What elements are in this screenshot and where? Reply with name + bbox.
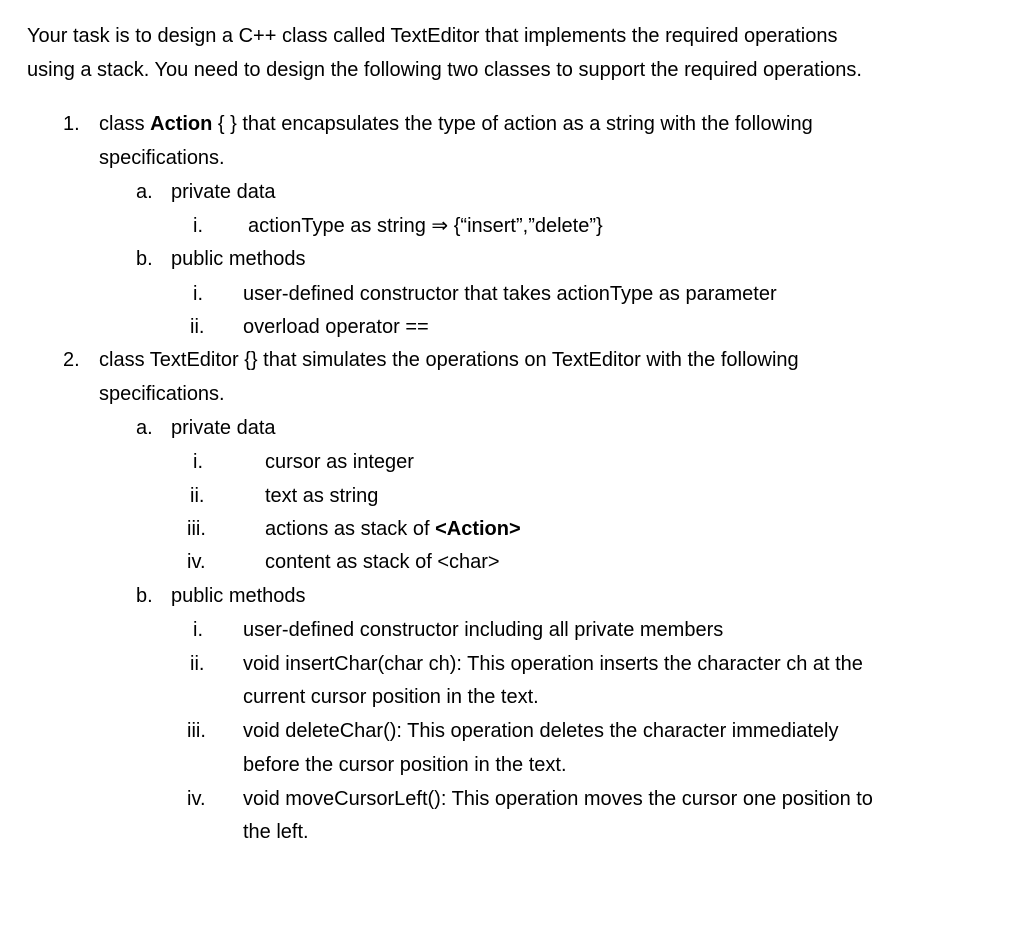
item-2b-iii-num: iii. [187,720,206,742]
item-1-heading-cont: specifications. [99,147,225,169]
item-1-text-a: class [99,113,151,135]
item-1a-i-text: actionType as string ⇒ {“insert”,”delete”} [248,215,603,237]
item-2b-i-text: user-defined constructor including all private members [243,619,724,641]
item-2b-iv-line-1: void moveCursorLeft(): This operation moves the cursor one position to [243,788,873,810]
item-2b-i-num: i. [193,619,203,641]
item-1b-label: b. [136,248,153,270]
item-2b-iii-line-1: void deleteChar(): This operation deletes the character immediately [243,720,839,742]
item-1-number: 1. [63,113,80,135]
item-2b-ii-line-2: current cursor position in the text. [243,686,539,708]
item-2a-iii-text [265,515,521,543]
item-2a-iii-num: iii. [187,518,206,540]
item-2a-text: private data [171,417,276,439]
item-2a-label: a. [136,417,153,439]
item-1-class-name: Action [150,113,213,135]
item-2a-ii-text: text as string [265,485,379,507]
item-1a-i-num: i. [193,215,203,237]
item-2b-iv-line-2: the left. [243,821,309,843]
intro-line-2: using a stack. You need to design the following two classes to support the required operations. [27,59,862,81]
item-2a-iv-num: iv. [187,551,206,573]
item-1b-text: public methods [171,248,306,270]
item-1-heading [99,110,813,138]
item-1b-i-num: i. [193,283,203,305]
item-2a-iii-bold: <Action> [435,518,521,540]
item-2-number: 2. [63,349,80,371]
item-2a-ii-num: ii. [190,485,205,507]
item-1a-label: a. [136,181,153,203]
item-1b-ii-text: overload operator == [243,316,429,338]
item-2a-iii-text-a: actions as stack of [265,518,436,540]
item-2a-i-num: i. [193,451,203,473]
item-1b-i-text: user-defined constructor that takes actionType as parameter [243,283,777,305]
item-2a-i-text: cursor as integer [265,451,414,473]
item-2b-iv-num: iv. [187,788,206,810]
item-2b-ii-num: ii. [190,653,205,675]
item-2-heading-cont: specifications. [99,383,225,405]
item-2b-ii-line-1: void insertChar(char ch): This operation inserts the character ch at the [243,653,863,675]
item-1a-text: private data [171,181,276,203]
item-1b-ii-num: ii. [190,316,205,338]
item-2-heading: class TextEditor {} that simulates the operations on TextEditor with the following [99,349,799,371]
intro-line-1: Your task is to design a C++ class called TextEditor that implements the required operations [27,25,838,47]
item-2b-iii-line-2: before the cursor position in the text. [243,754,567,776]
item-2b-text: public methods [171,585,306,607]
item-2a-iv-text: content as stack of <char> [265,551,500,573]
item-1-text-b: { } that encapsulates the type of action as a string with the following [212,113,813,135]
item-2b-label: b. [136,585,153,607]
